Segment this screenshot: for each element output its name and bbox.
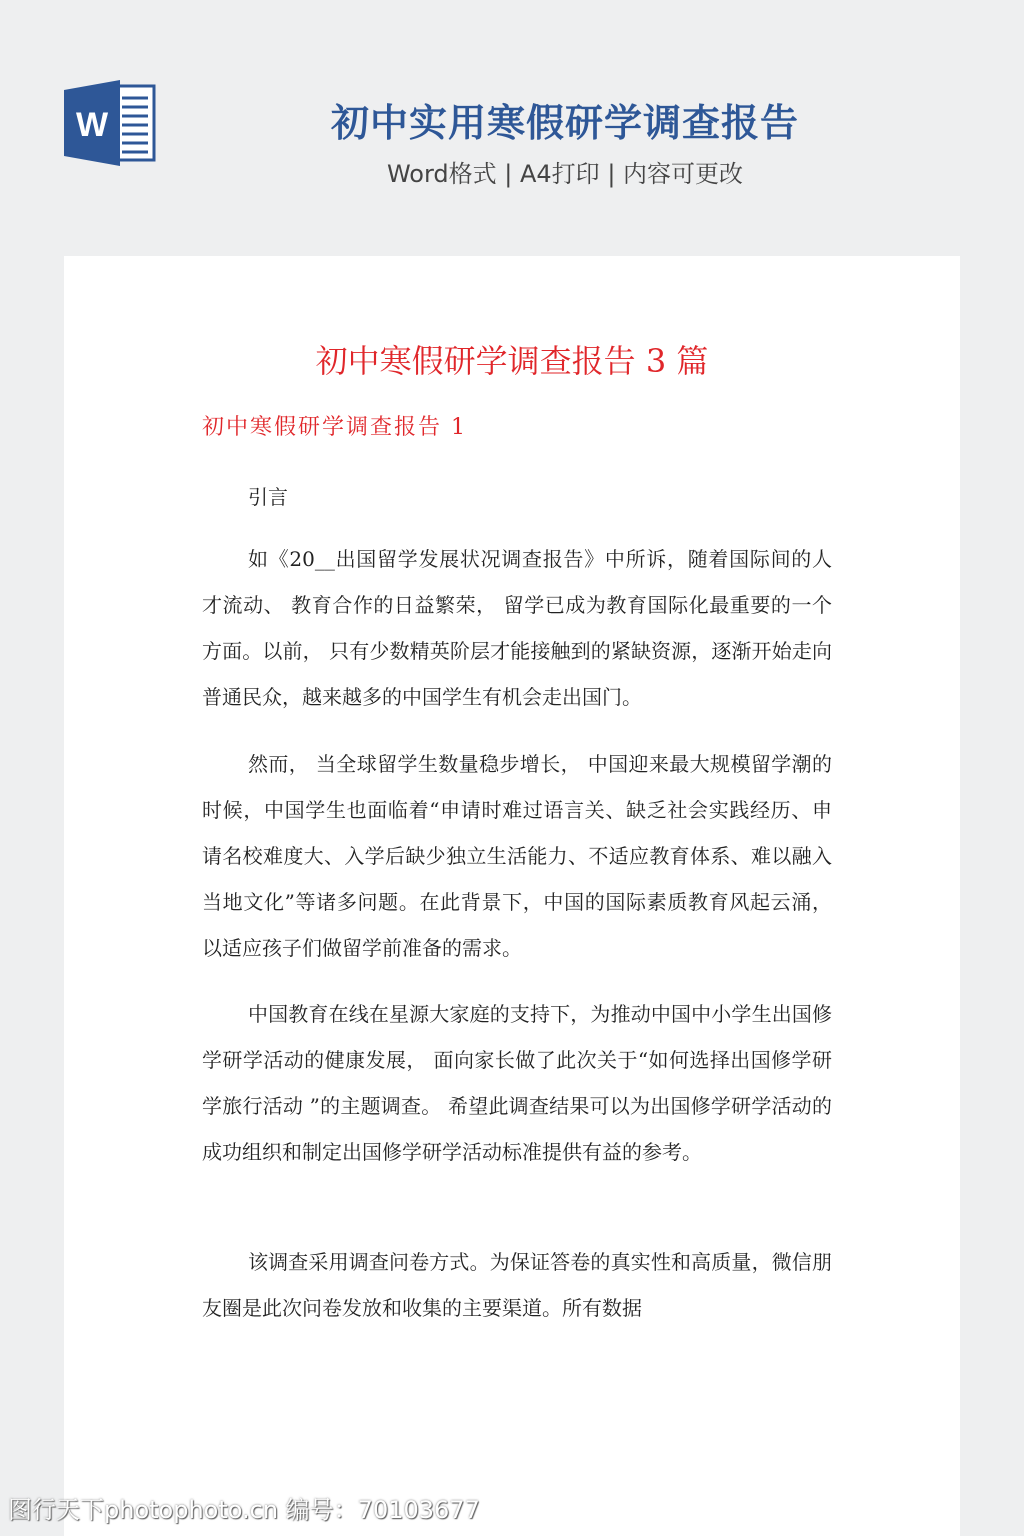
document-page xyxy=(64,256,960,1536)
page-subtitle: Word格式 | A4打印 | 内容可更改 xyxy=(386,160,744,188)
document-title: 初中寒假研学调查报告 3 篇 xyxy=(315,342,709,380)
watermark: 图行天下photophoto.cn 编号：70103677 xyxy=(8,1496,480,1524)
paragraph: 然而， 当全球留学生数量稳步增长， 中国迎来最大规模留学潮的时候，中国学生也面临着“申请时难过语言关、缺乏社会实践经历、申请名校难度大、入学后缺少独立生活能力、不适应教育体系、难以融入当地文化”等诸多问题。在此背景下，中国的国际素质教育风起云涌，以适应孩子们做留学前准备的需求。 xyxy=(202,752,832,960)
paragraph: 中国教育在线在星源大家庭的支持下，为推动中国中小学生出国修学研学活动的健康发展， 面向家长做了此次关于“如何选择出国修学研学旅行活动 ”的主题调查。 希望此调查结果可以为出国修学研学活动的成功组织和制定出国修学研学活动标准提供有益的参考。 xyxy=(202,1002,832,1164)
word-icon-letter: W xyxy=(75,106,109,144)
banner-header xyxy=(0,0,1024,230)
page-title: 初中实用寒假研学调查报告 xyxy=(330,101,799,145)
word-document-icon xyxy=(64,80,158,166)
section-title: 初中寒假研学调查报告 1 xyxy=(202,415,467,440)
paragraph: 如《20__出国留学发展状况调查报告》中所诉，随着国际间的人才流动、 教育合作的日益繁荣， 留学已成为教育国际化最重要的一个方面。以前， 只有少数精英阶层才能接触到的紧缺资源，逐渐开始走向普通民众，越来越多的中国学生有机会走出国门。 xyxy=(202,547,832,709)
section-heading: 引言 xyxy=(248,485,288,509)
paragraph: 该调查采用调查问卷方式。为保证答卷的真实性和高质量，微信朋友圈是此次问卷发放和收集的主要渠道。所有数据 xyxy=(202,1250,832,1320)
